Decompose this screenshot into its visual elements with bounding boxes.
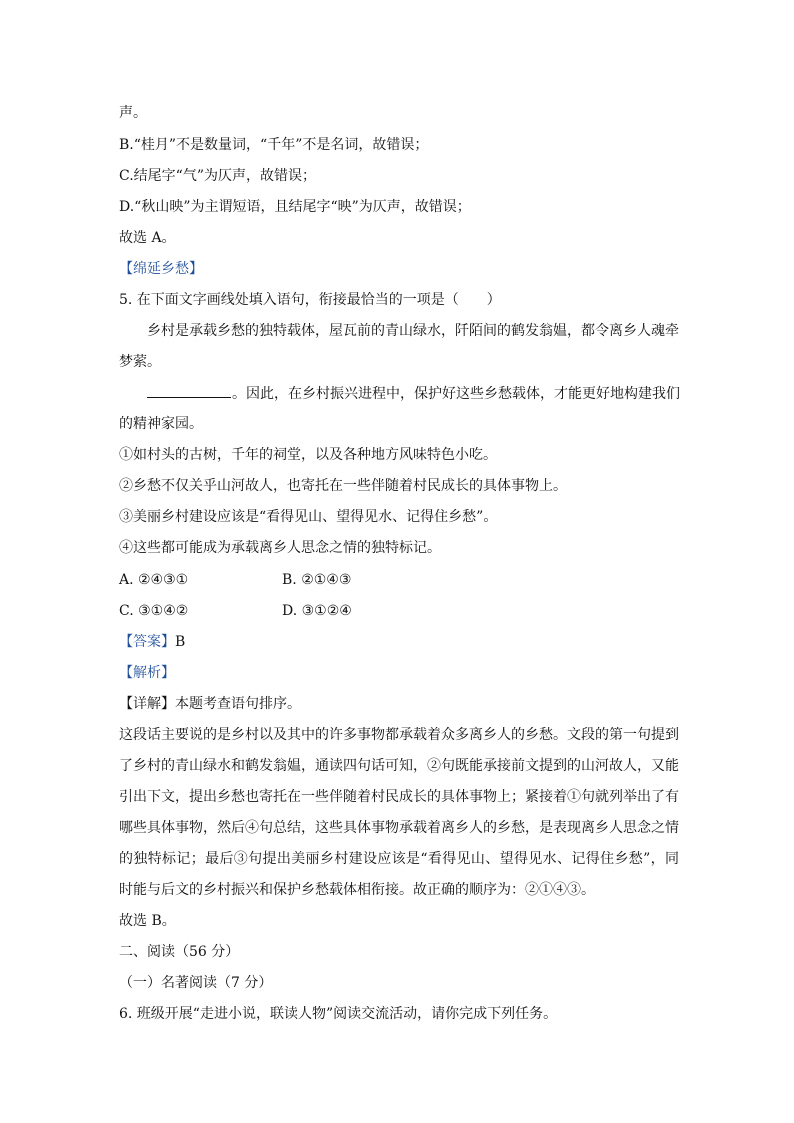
- passage-line-2: 梦萦。: [119, 354, 161, 370]
- answer-value: B: [175, 634, 186, 650]
- section-tag: 【绵延乡愁】: [119, 261, 203, 277]
- explanation-line-5: 的独特标记；最后③句提出美丽乡村建设应该是“看得见山、望得见水、记得住乡愁”，同: [119, 851, 679, 867]
- question-5-stem: 5. 在下面文字画线处填入语句，衔接最恰当的一项是（ ）: [119, 292, 501, 308]
- answer-tag: 【答案】: [119, 634, 175, 650]
- section-2-title: 二、阅读（56 分）: [119, 944, 240, 960]
- sentence-1: ①如村头的古树，千年的祠堂，以及各种地方风味特色小吃。: [119, 447, 497, 463]
- answer-row: [119, 632, 679, 652]
- option-b: B. ②①④③: [282, 572, 352, 588]
- analysis-tag: 【解析】: [119, 665, 175, 681]
- passage-line-1: 乡村是承载乡愁的独特载体，屋瓦前的青山绿水，阡陌间的鹤发翁媪，都令离乡人魂牵: [147, 323, 679, 339]
- prev-option-c-explanation: C.结尾字“气”为仄声，故错误；: [119, 168, 316, 184]
- prev-conclusion: 故选 A。: [119, 230, 176, 246]
- explanation-line-3: 引出下文，提出乡愁也寄托在一些伴随着村民成长的具体事物上；紧接着①句就列举出了有: [119, 789, 679, 805]
- sentence-4: ④这些都可能成为承载离乡人思念之情的独特标记。: [119, 540, 441, 556]
- prev-option-d-explanation: D.“秋山映”为主谓短语，且结尾字“映”为仄声，故错误；: [119, 199, 471, 215]
- sentence-3: ③美丽乡村建设应该是“看得见山、望得见水、记得住乡愁”。: [119, 509, 498, 525]
- passage-line-3-text: 。因此，在乡村振兴进程中，保护好这些乡愁载体，才能更好地构建我们: [232, 386, 680, 402]
- option-c: C. ③①④②: [119, 603, 189, 619]
- section-2-subtitle: （一）名著阅读（7 分）: [119, 975, 273, 991]
- question-5-conclusion: 故选 B。: [119, 913, 176, 929]
- option-a: A. ②④③①: [119, 572, 189, 588]
- passage-line-4: 的精神家园。: [119, 416, 203, 432]
- prev-option-b-explanation: B.“桂月”不是数量词，“千年”不是名词，故错误；: [119, 137, 429, 153]
- sentence-2: ②乡愁不仅关乎山河故人，也寄托在一些伴随着村民成长的具体事物上。: [119, 478, 567, 494]
- question-6-stem: 6. 班级开展“走进小说，联读人物”阅读交流活动，请你完成下列任务。: [119, 1006, 558, 1022]
- explanation-line-6: 时能与后文的乡村振兴和保护乡愁载体相衔接。故正确的顺序为：②①④③。: [119, 882, 595, 898]
- detail-text: 本题考查语句排序。: [175, 696, 301, 712]
- prev-answer-tail: 声。: [119, 105, 147, 121]
- explanation-line-1: 这段话主要说的是乡村以及其中的许多事物都承载着众多离乡人的乡愁。文段的第一句提到: [119, 727, 679, 743]
- explanation-line-4: 哪些具体事物，然后④句总结，这些具体事物承载着离乡人的乡愁，是表现离乡人思念之情: [119, 820, 679, 836]
- explanation-line-2: 了乡村的青山绿水和鹤发翁媪，通读四句话可知，②句既能承接前文提到的山河故人，又能: [119, 758, 679, 774]
- detail-row: [119, 694, 679, 714]
- fill-in-blank: [147, 383, 231, 398]
- passage-line-3: [147, 383, 679, 404]
- detail-tag: 【详解】: [119, 696, 175, 712]
- option-d: D. ③①②④: [282, 603, 352, 619]
